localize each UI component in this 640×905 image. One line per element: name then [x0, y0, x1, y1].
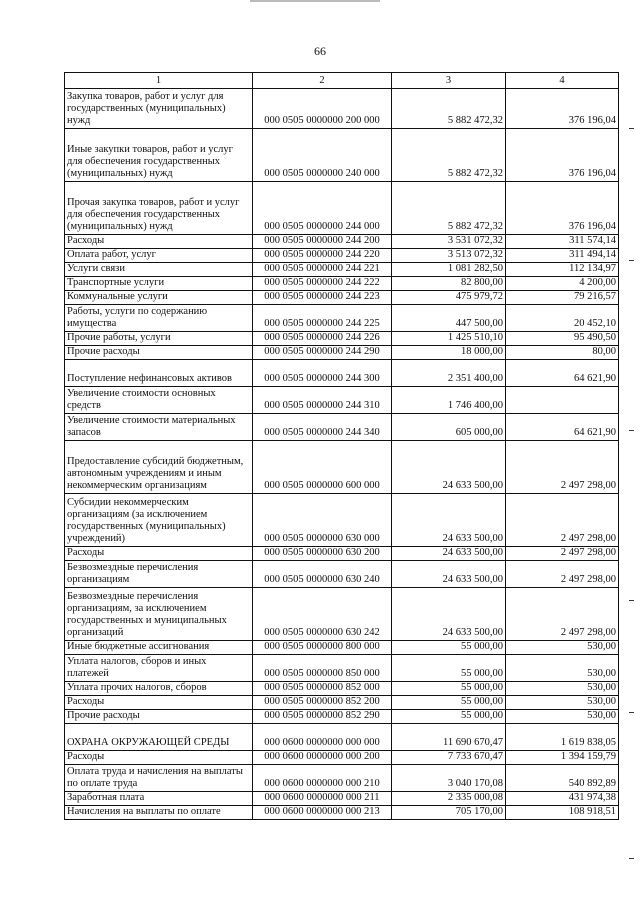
table-row [65, 263, 619, 277]
row-name: ОХРАНА ОКРУЖАЮЩЕЙ СРЕДЫ [65, 724, 253, 751]
row-code: 000 0505 0000000 244 222 [253, 277, 392, 291]
row-code: 000 0505 0000000 630 200 [253, 547, 392, 561]
row-code: 000 0505 0000000 244 290 [253, 346, 392, 360]
row-code: 000 0505 0000000 630 240 [253, 561, 392, 588]
row-name: Расходы [65, 751, 253, 765]
row-fact-value: 20 452,10 [506, 305, 619, 332]
budget-table [64, 72, 619, 820]
row-fact-value: 530,00 [506, 682, 619, 696]
row-code: 000 0505 0000000 630 242 [253, 588, 392, 641]
row-code: 000 0505 0000000 244 221 [253, 263, 392, 277]
row-code: 000 0505 0000000 244 223 [253, 291, 392, 305]
row-plan-value: 2 351 400,00 [392, 360, 506, 387]
row-plan-value: 5 882 472,32 [392, 129, 506, 182]
row-plan-value: 3 040 170,08 [392, 765, 506, 792]
row-code: 000 0600 0000000 000 200 [253, 751, 392, 765]
row-plan-value: 5 882 472,32 [392, 89, 506, 129]
row-code: 000 0600 0000000 000 000 [253, 724, 392, 751]
table-row [65, 792, 619, 806]
column-header: 1 [65, 73, 253, 89]
row-name: Безвозмездные перечисления организациям [65, 561, 253, 588]
table-row [65, 235, 619, 249]
row-name: Уплата налогов, сборов и иных платежей [65, 655, 253, 682]
row-plan-value: 55 000,00 [392, 641, 506, 655]
row-fact-value: 530,00 [506, 655, 619, 682]
row-name: Прочие работы, услуги [65, 332, 253, 346]
row-name: Оплата труда и начисления на выплаты по оплате труда [65, 765, 253, 792]
margin-mark [629, 858, 634, 859]
row-fact-value: 530,00 [506, 696, 619, 710]
table-row [65, 724, 619, 751]
row-name: Оплата работ, услуг [65, 249, 253, 263]
row-name: Прочие расходы [65, 710, 253, 724]
table-row [65, 765, 619, 792]
row-fact-value [506, 387, 619, 414]
row-fact-value: 2 497 298,00 [506, 547, 619, 561]
row-name: Прочая закупка товаров, работ и услуг для обеспечения государственных (муниципальных) нужд [65, 182, 253, 235]
row-plan-value: 55 000,00 [392, 655, 506, 682]
row-plan-value: 1 081 282,50 [392, 263, 506, 277]
row-fact-value: 376 196,04 [506, 89, 619, 129]
row-code: 000 0505 0000000 600 000 [253, 441, 392, 494]
row-plan-value: 705 170,00 [392, 806, 506, 820]
table-row [65, 494, 619, 547]
row-name: Коммунальные услуги [65, 291, 253, 305]
table-row [65, 547, 619, 561]
row-code: 000 0505 0000000 244 340 [253, 414, 392, 441]
row-fact-value: 2 497 298,00 [506, 588, 619, 641]
row-plan-value: 11 690 670,47 [392, 724, 506, 751]
row-plan-value: 24 633 500,00 [392, 561, 506, 588]
row-name: Расходы [65, 235, 253, 249]
row-fact-value: 540 892,89 [506, 765, 619, 792]
row-name: Закупка товаров, работ и услуг для государственных (муниципальных) нужд [65, 89, 253, 129]
row-code: 000 0505 0000000 244 300 [253, 360, 392, 387]
row-fact-value: 1 619 838,05 [506, 724, 619, 751]
table-row [65, 182, 619, 235]
row-code: 000 0505 0000000 244 226 [253, 332, 392, 346]
row-code: 000 0505 0000000 852 200 [253, 696, 392, 710]
row-code: 000 0505 0000000 244 225 [253, 305, 392, 332]
row-plan-value: 24 633 500,00 [392, 588, 506, 641]
row-plan-value: 55 000,00 [392, 682, 506, 696]
row-fact-value: 431 974,38 [506, 792, 619, 806]
row-plan-value: 18 000,00 [392, 346, 506, 360]
row-name: Уплата прочих налогов, сборов [65, 682, 253, 696]
table-row [65, 751, 619, 765]
row-fact-value: 376 196,04 [506, 182, 619, 235]
row-code: 000 0505 0000000 800 000 [253, 641, 392, 655]
margin-mark [629, 128, 634, 129]
row-name: Работы, услуги по содержанию имущества [65, 305, 253, 332]
margin-mark [629, 260, 634, 261]
row-plan-value: 55 000,00 [392, 710, 506, 724]
column-header: 2 [253, 73, 392, 89]
table-row [65, 360, 619, 387]
row-fact-value: 112 134,97 [506, 263, 619, 277]
row-name: Предоставление субсидий бюджетным, автономным учреждениям и иным некоммерческим организациям [65, 441, 253, 494]
column-header: 4 [506, 73, 619, 89]
margin-mark [629, 430, 634, 431]
table-row [65, 387, 619, 414]
table-row [65, 291, 619, 305]
row-fact-value: 530,00 [506, 641, 619, 655]
row-fact-value: 64 621,90 [506, 414, 619, 441]
table-row [65, 710, 619, 724]
row-code: 000 0505 0000000 244 200 [253, 235, 392, 249]
table-row [65, 89, 619, 129]
table-row [65, 588, 619, 641]
row-plan-value: 475 979,72 [392, 291, 506, 305]
table-row [65, 346, 619, 360]
row-fact-value: 311 574,14 [506, 235, 619, 249]
row-plan-value: 7 733 670,47 [392, 751, 506, 765]
table-header-row [65, 73, 619, 89]
row-fact-value: 95 490,50 [506, 332, 619, 346]
row-plan-value: 1 746 400,00 [392, 387, 506, 414]
row-code: 000 0505 0000000 200 000 [253, 89, 392, 129]
row-fact-value: 2 497 298,00 [506, 561, 619, 588]
row-plan-value: 24 633 500,00 [392, 547, 506, 561]
row-code: 000 0505 0000000 244 000 [253, 182, 392, 235]
row-plan-value: 605 000,00 [392, 414, 506, 441]
row-name: Иные закупки товаров, работ и услуг для обеспечения государственных (муниципальных) нужд [65, 129, 253, 182]
row-name: Заработная плата [65, 792, 253, 806]
table-row [65, 655, 619, 682]
table-row [65, 641, 619, 655]
row-fact-value: 1 394 159,79 [506, 751, 619, 765]
table-row [65, 561, 619, 588]
row-name: Расходы [65, 696, 253, 710]
margin-mark [629, 600, 634, 601]
row-plan-value: 24 633 500,00 [392, 441, 506, 494]
row-plan-value: 24 633 500,00 [392, 494, 506, 547]
row-code: 000 0505 0000000 244 220 [253, 249, 392, 263]
row-name: Увеличение стоимости материальных запасов [65, 414, 253, 441]
table-row [65, 441, 619, 494]
row-code: 000 0600 0000000 000 210 [253, 765, 392, 792]
row-name: Начисления на выплаты по оплате [65, 806, 253, 820]
row-code: 000 0505 0000000 240 000 [253, 129, 392, 182]
row-plan-value: 3 531 072,32 [392, 235, 506, 249]
row-name: Безвозмездные перечисления организациям, за исключением государственных и муниципальных организаций [65, 588, 253, 641]
table-row [65, 414, 619, 441]
column-header: 3 [392, 73, 506, 89]
row-name: Субсидии некоммерческим организациям (за исключением государственных (муниципальных) учреждений) [65, 494, 253, 547]
row-code: 000 0505 0000000 852 000 [253, 682, 392, 696]
row-code: 000 0505 0000000 852 290 [253, 710, 392, 724]
table-row [65, 129, 619, 182]
row-code: 000 0505 0000000 244 310 [253, 387, 392, 414]
row-fact-value: 2 497 298,00 [506, 494, 619, 547]
row-fact-value: 530,00 [506, 710, 619, 724]
row-fact-value: 4 200,00 [506, 277, 619, 291]
row-plan-value: 55 000,00 [392, 696, 506, 710]
row-code: 000 0600 0000000 000 213 [253, 806, 392, 820]
row-fact-value: 376 196,04 [506, 129, 619, 182]
table-body [65, 89, 619, 820]
table-row [65, 806, 619, 820]
table-row [65, 277, 619, 291]
row-plan-value: 3 513 072,32 [392, 249, 506, 263]
table-row [65, 249, 619, 263]
row-plan-value: 1 425 510,10 [392, 332, 506, 346]
row-plan-value: 5 882 472,32 [392, 182, 506, 235]
row-fact-value: 108 918,51 [506, 806, 619, 820]
row-code: 000 0505 0000000 850 000 [253, 655, 392, 682]
row-fact-value: 64 621,90 [506, 360, 619, 387]
row-name: Услуги связи [65, 263, 253, 277]
row-name: Поступление нефинансовых активов [65, 360, 253, 387]
row-code: 000 0600 0000000 000 211 [253, 792, 392, 806]
table-row [65, 332, 619, 346]
row-fact-value: 79 216,57 [506, 291, 619, 305]
row-name: Прочие расходы [65, 346, 253, 360]
row-name: Транспортные услуги [65, 277, 253, 291]
row-name: Иные бюджетные ассигнования [65, 641, 253, 655]
table-row [65, 696, 619, 710]
page-number: 66 [314, 44, 326, 58]
table-row [65, 682, 619, 696]
row-plan-value: 2 335 000,08 [392, 792, 506, 806]
top-edge-line [250, 0, 380, 2]
row-plan-value: 447 500,00 [392, 305, 506, 332]
row-plan-value: 82 800,00 [392, 277, 506, 291]
row-code: 000 0505 0000000 630 000 [253, 494, 392, 547]
margin-mark [629, 712, 634, 713]
table-row [65, 305, 619, 332]
row-fact-value: 2 497 298,00 [506, 441, 619, 494]
row-fact-value: 80,00 [506, 346, 619, 360]
row-name: Увеличение стоимости основных средств [65, 387, 253, 414]
row-fact-value: 311 494,14 [506, 249, 619, 263]
row-name: Расходы [65, 547, 253, 561]
